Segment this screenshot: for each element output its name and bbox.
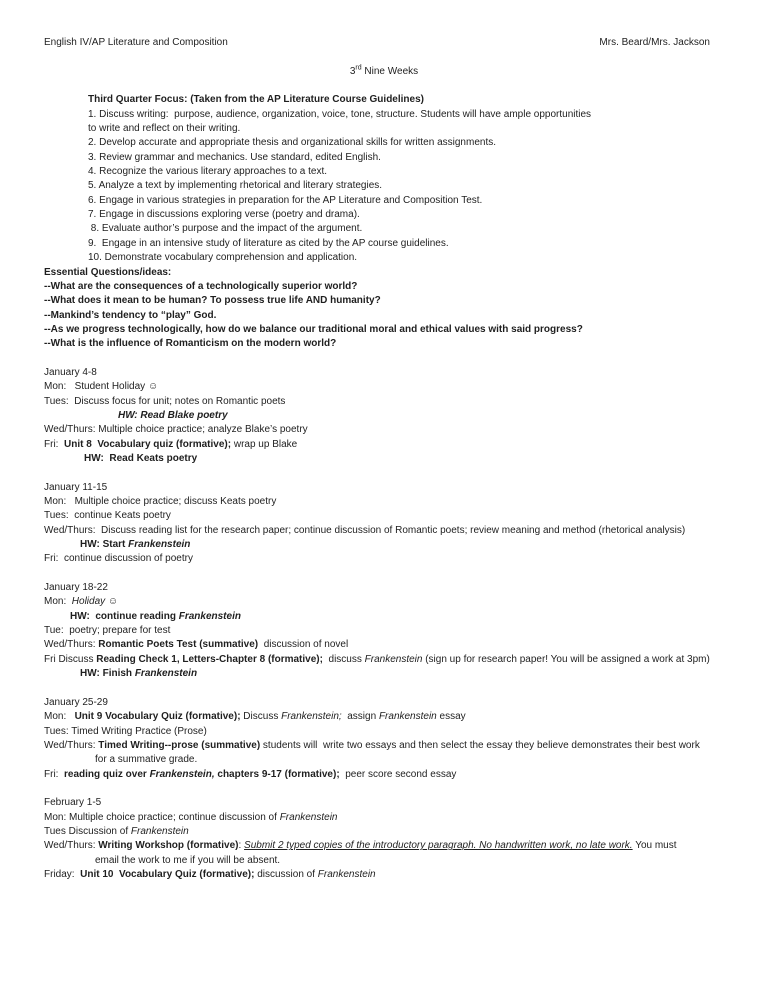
text-run: discussion of: [254, 868, 318, 880]
schedule-line: [0, 509, 768, 523]
text-run: Tues: Timed Writing Practice (Prose): [44, 725, 207, 737]
schedule-line: [0, 552, 768, 566]
text-run: Fri Discuss: [44, 653, 97, 665]
schedule-line: [0, 854, 768, 868]
text-run: Frankenstein: [279, 811, 338, 823]
text-run: Timed Writing--prose (summative): [98, 739, 261, 751]
focus-item: [0, 251, 768, 265]
text-run: Reading Check 1, Letters-Chapter 8 (formative);: [96, 653, 323, 665]
blank-line: [0, 782, 768, 796]
text-run: January 4-8: [44, 366, 97, 378]
schedule-line: [0, 768, 768, 782]
essential-question: [0, 294, 768, 308]
schedule-line: [0, 638, 768, 652]
text-run: Frankenstein;: [281, 711, 342, 723]
homework-line: [0, 452, 768, 466]
schedule-line: [0, 710, 768, 724]
focus-item: [0, 108, 768, 122]
text-run: Friday:: [44, 868, 81, 880]
schedule-line: [0, 739, 768, 753]
text-run: 7. Engage in discussions exploring verse (poetry and drama).: [88, 209, 360, 221]
text-run: Tues: Discuss focus for unit; notes on Romantic poets: [44, 395, 286, 407]
text-run: HW: Read Keats poetry: [84, 452, 198, 464]
text-run: Submit 2 typed copies of the introductory paragraph. No handwritten work, no late work.: [244, 840, 633, 852]
homework-line: [0, 610, 768, 624]
text-run: Wed/Thurs: Discuss reading list for the research paper; continue discussion of Romantic poets; review meaning and method (rhetorical analysis): [44, 524, 686, 536]
text-run: 8. Evaluate author’s purpose and the impact of the argument.: [88, 223, 363, 235]
text-run: Romantic Poets Test (summative): [98, 639, 259, 651]
text-run: wrap up Blake: [231, 438, 298, 450]
focus-item: [0, 151, 768, 165]
essential-question: [0, 280, 768, 294]
essential-question: [0, 309, 768, 323]
section-date: [0, 696, 768, 710]
text-run: Frankenstein: [128, 539, 191, 551]
text-run: students will write two essays and then select the essay they believe demonstrates their best work: [260, 739, 700, 751]
section-date: [0, 366, 768, 380]
text-run: Wed/Thurs:: [44, 739, 99, 751]
text-run: January 18-22: [44, 582, 108, 594]
schedule-line: [0, 380, 768, 394]
text-run: peer score second essay: [339, 768, 457, 780]
focus-item: [0, 194, 768, 208]
document-header: [0, 36, 768, 50]
schedule-line: [0, 395, 768, 409]
text-run: discuss: [322, 653, 365, 665]
text-run: Wed/Thurs:: [44, 840, 99, 852]
text-run: Holiday ☺: [71, 596, 119, 608]
blank-line: [0, 466, 768, 480]
focus-item: [0, 222, 768, 236]
section-date: [0, 481, 768, 495]
blank-line: [0, 567, 768, 581]
text-run: Essential Questions/ideas:: [44, 266, 172, 278]
text-run: 10. Demonstrate vocabulary comprehension and application.: [88, 252, 358, 264]
schedule-line: [0, 438, 768, 452]
text-run: Fri: continue discussion of poetry: [44, 553, 193, 565]
schedule-line: [0, 495, 768, 509]
text-run: February 1-5: [44, 797, 102, 809]
text-run: Fri:: [44, 768, 64, 780]
homework-line: [0, 538, 768, 552]
text-run: Tues: continue Keats poetry: [44, 510, 171, 522]
text-run: Mon: Student Holiday ☺: [44, 381, 159, 393]
text-run: to write and reflect on their writing.: [88, 123, 241, 135]
course-title: English IV/AP Literature and Composition: [44, 37, 228, 48]
schedule-line: [0, 725, 768, 739]
text-run: HW: Finish: [80, 668, 135, 680]
homework-line: [0, 667, 768, 681]
schedule-line: [0, 624, 768, 638]
blank-line: [0, 681, 768, 695]
schedule-line: [0, 595, 768, 609]
schedule-line: [0, 524, 768, 538]
focus-item: [0, 237, 768, 251]
section-date: [0, 796, 768, 810]
focus-item: [0, 136, 768, 150]
teacher-names: Mrs. Beard/Mrs. Jackson: [599, 37, 710, 48]
text-run: essay: [436, 711, 466, 723]
text-run: 9. Engage in an intensive study of literature as cited by the AP course guidelines.: [88, 237, 449, 249]
essential-questions-title: [0, 266, 768, 280]
text-run: Tues Discussion of: [44, 825, 131, 837]
text-run: --As we progress technologically, how do we balance our traditional moral and ethical values with said progress?: [44, 323, 583, 335]
page-subtitle: [0, 65, 768, 79]
text-run: HW: continue reading: [70, 610, 179, 622]
text-run: chapters 9-17 (formative);: [214, 768, 340, 780]
text-run: HW: Start: [80, 539, 129, 551]
text-run: --What does it mean to be human? To possess true life AND humanity?: [44, 295, 381, 307]
text-run: Unit 9 Vocabulary Quiz (formative);: [74, 711, 241, 723]
text-run: January 25-29: [44, 696, 108, 708]
text-run: Discuss: [240, 711, 282, 723]
focus-item: [0, 165, 768, 179]
schedule-line: [0, 839, 768, 853]
text-run: Wed/Thurs: Multiple choice practice; analyze Blake’s poetry: [44, 424, 308, 436]
text-run: reading quiz over: [64, 768, 150, 780]
text-run: (sign up for research paper! You will be assigned a work at 3pm): [422, 653, 710, 665]
text-run: Mon:: [44, 711, 75, 723]
text-run: Mon:: [44, 596, 72, 608]
text-run: You must: [632, 840, 677, 852]
text-run: Unit 8 Vocabulary quiz (formative);: [64, 438, 232, 450]
text-run: 2. Develop accurate and appropriate thesis and organizational skills for written assignments.: [88, 137, 496, 149]
schedule-line: [0, 811, 768, 825]
subtitle-text: Nine Weeks: [361, 65, 419, 77]
text-run: --Mankind’s tendency to “play” God.: [44, 309, 217, 321]
section-date: [0, 581, 768, 595]
text-run: --What are the consequences of a technologically superior world?: [44, 280, 358, 292]
essential-question: [0, 323, 768, 337]
text-run: Wed/Thurs:: [44, 639, 99, 651]
subtitle-ordinal: rd: [355, 64, 362, 72]
text-run: Frankenstein: [378, 711, 437, 723]
text-run: for a summative grade.: [95, 754, 198, 766]
homework-line: [0, 409, 768, 423]
focus-item: [0, 179, 768, 193]
focus-title: [0, 93, 768, 107]
text-run: discussion of novel: [258, 639, 349, 651]
schedule-line: [0, 753, 768, 767]
text-run: Fri:: [44, 438, 64, 450]
text-run: 6. Engage in various strategies in preparation for the AP Literature and Composition Test.: [88, 194, 483, 206]
essential-question: [0, 337, 768, 351]
text-run: 4. Recognize the various literary approaches to a text.: [88, 166, 328, 178]
text-run: Frankenstein: [364, 653, 423, 665]
schedule-line: [0, 825, 768, 839]
subtitle-number: 3: [349, 65, 356, 77]
text-run: Frankenstein: [134, 668, 198, 680]
schedule-line: [0, 423, 768, 437]
blank-line: [0, 352, 768, 366]
text-run: assign: [341, 711, 379, 723]
text-run: --What is the influence of Romanticism on the modern world?: [44, 338, 337, 350]
doc-body: [0, 93, 768, 882]
text-run: Frankenstein: [130, 825, 189, 837]
text-run: 3. Review grammar and mechanics. Use standard, edited English.: [88, 151, 381, 163]
text-run: Tue: poetry; prepare for test: [44, 625, 171, 637]
text-run: Writing Workshop (formative): [98, 840, 239, 852]
text-run: Mon: Multiple choice practice; continue discussion of: [44, 811, 280, 823]
text-run: 5. Analyze a text by implementing rhetorical and literary strategies.: [88, 180, 383, 192]
schedule-line: [0, 653, 768, 667]
text-run: :: [238, 840, 245, 852]
text-run: Frankenstein,: [149, 768, 215, 780]
focus-item: [0, 122, 768, 136]
text-run: Frankenstein: [178, 610, 241, 622]
text-run: HW: Read Blake poetry: [118, 409, 228, 421]
schedule-line: [0, 868, 768, 882]
text-run: email the work to me if you will be absent.: [95, 854, 281, 866]
text-run: Frankenstein: [317, 868, 376, 880]
text-run: Mon: Multiple choice practice; discuss Keats poetry: [44, 496, 277, 507]
text-run: Unit 10 Vocabulary Quiz (formative);: [80, 868, 255, 880]
text-run: January 11-15: [44, 481, 108, 493]
focus-item: [0, 208, 768, 222]
text-run: 1. Discuss writing: purpose, audience, organization, voice, tone, structure. Students will have ample opportunities: [88, 108, 592, 120]
text-run: Third Quarter Focus: (Taken from the AP Literature Course Guidelines): [88, 94, 424, 106]
